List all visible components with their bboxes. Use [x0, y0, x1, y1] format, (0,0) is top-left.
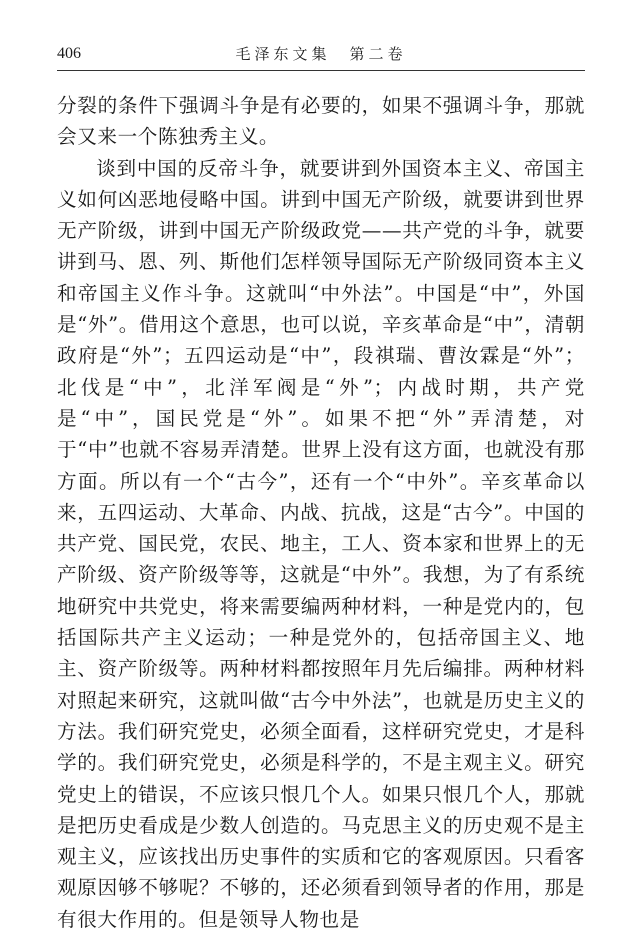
- page-number: 406: [57, 45, 81, 62]
- paragraph-continuation: 分裂的条件下强调斗争是有必要的，如果不强调斗争，那就会又来一个陈独秀主义。: [57, 94, 585, 149]
- body-text: [57, 90, 585, 935]
- header-rule: [57, 70, 585, 71]
- book-title: 毛泽东文集 第二卷: [235, 45, 407, 63]
- paragraph-main: 谈到中国的反帝斗争，就要讲到外国资本主义、帝国主义如何凶恶地侵略中国。讲到中国无产阶级，就要讲到世界无产阶级，讲到中国无产阶级政党——共产党的斗争，就要讲到马、恩、列、斯他们怎样领导国际无产阶级同资本主义和帝国主义作斗争。这就叫“中外法”。中国是“中”，外国是“外”。借用这个意思，也可以说，辛亥革命是“中”，清朝政府是“外”；五四运动是“中”，段祺瑞、曹汝霖是“外”；北伐是“中”，北洋军阀是“外”；内战时期，共产党是“中”，国民党是“外”。如果不把“外”弄清楚，对于“中”也就不容易弄清楚。世界上没有这方面，也就没有那方面。所以有一个“古今”，还有一个“中外”。辛亥革命以来，五四运动、大革命、内战、抗战，这是“古今”。中国的共产党、国民党，农民、地主，工人、资本家和世界上的无产阶级、资产阶级等等，这就是“中外”。我想，为了有系统地研究中共党史，将来需要编两种材料，一种是党内的，包括国际共产主义运动；一种是党外的，包括帝国主义、地主、资产阶级等。两种材料都按照年月先后编排。两种材料对照起来研究，这就叫做“古今中外法”，也就是历史主义的方法。我们研究党史，必须全面看，这样研究党史，才是科学的。我们研究党史，必须是科学的，不是主观主义。研究党史上的错误，不应该只恨几个人。如果只恨几个人，那就是把历史看成是少数人创造的。马克思主义的历史观不是主观主义，应该找出历史事件的实质和它的客观原因。只看客观原因够不够呢？不够的，还必须看到领导者的作用，那是有很大作用的。但是领导人物也是: [57, 156, 585, 931]
- running-head: [57, 42, 585, 66]
